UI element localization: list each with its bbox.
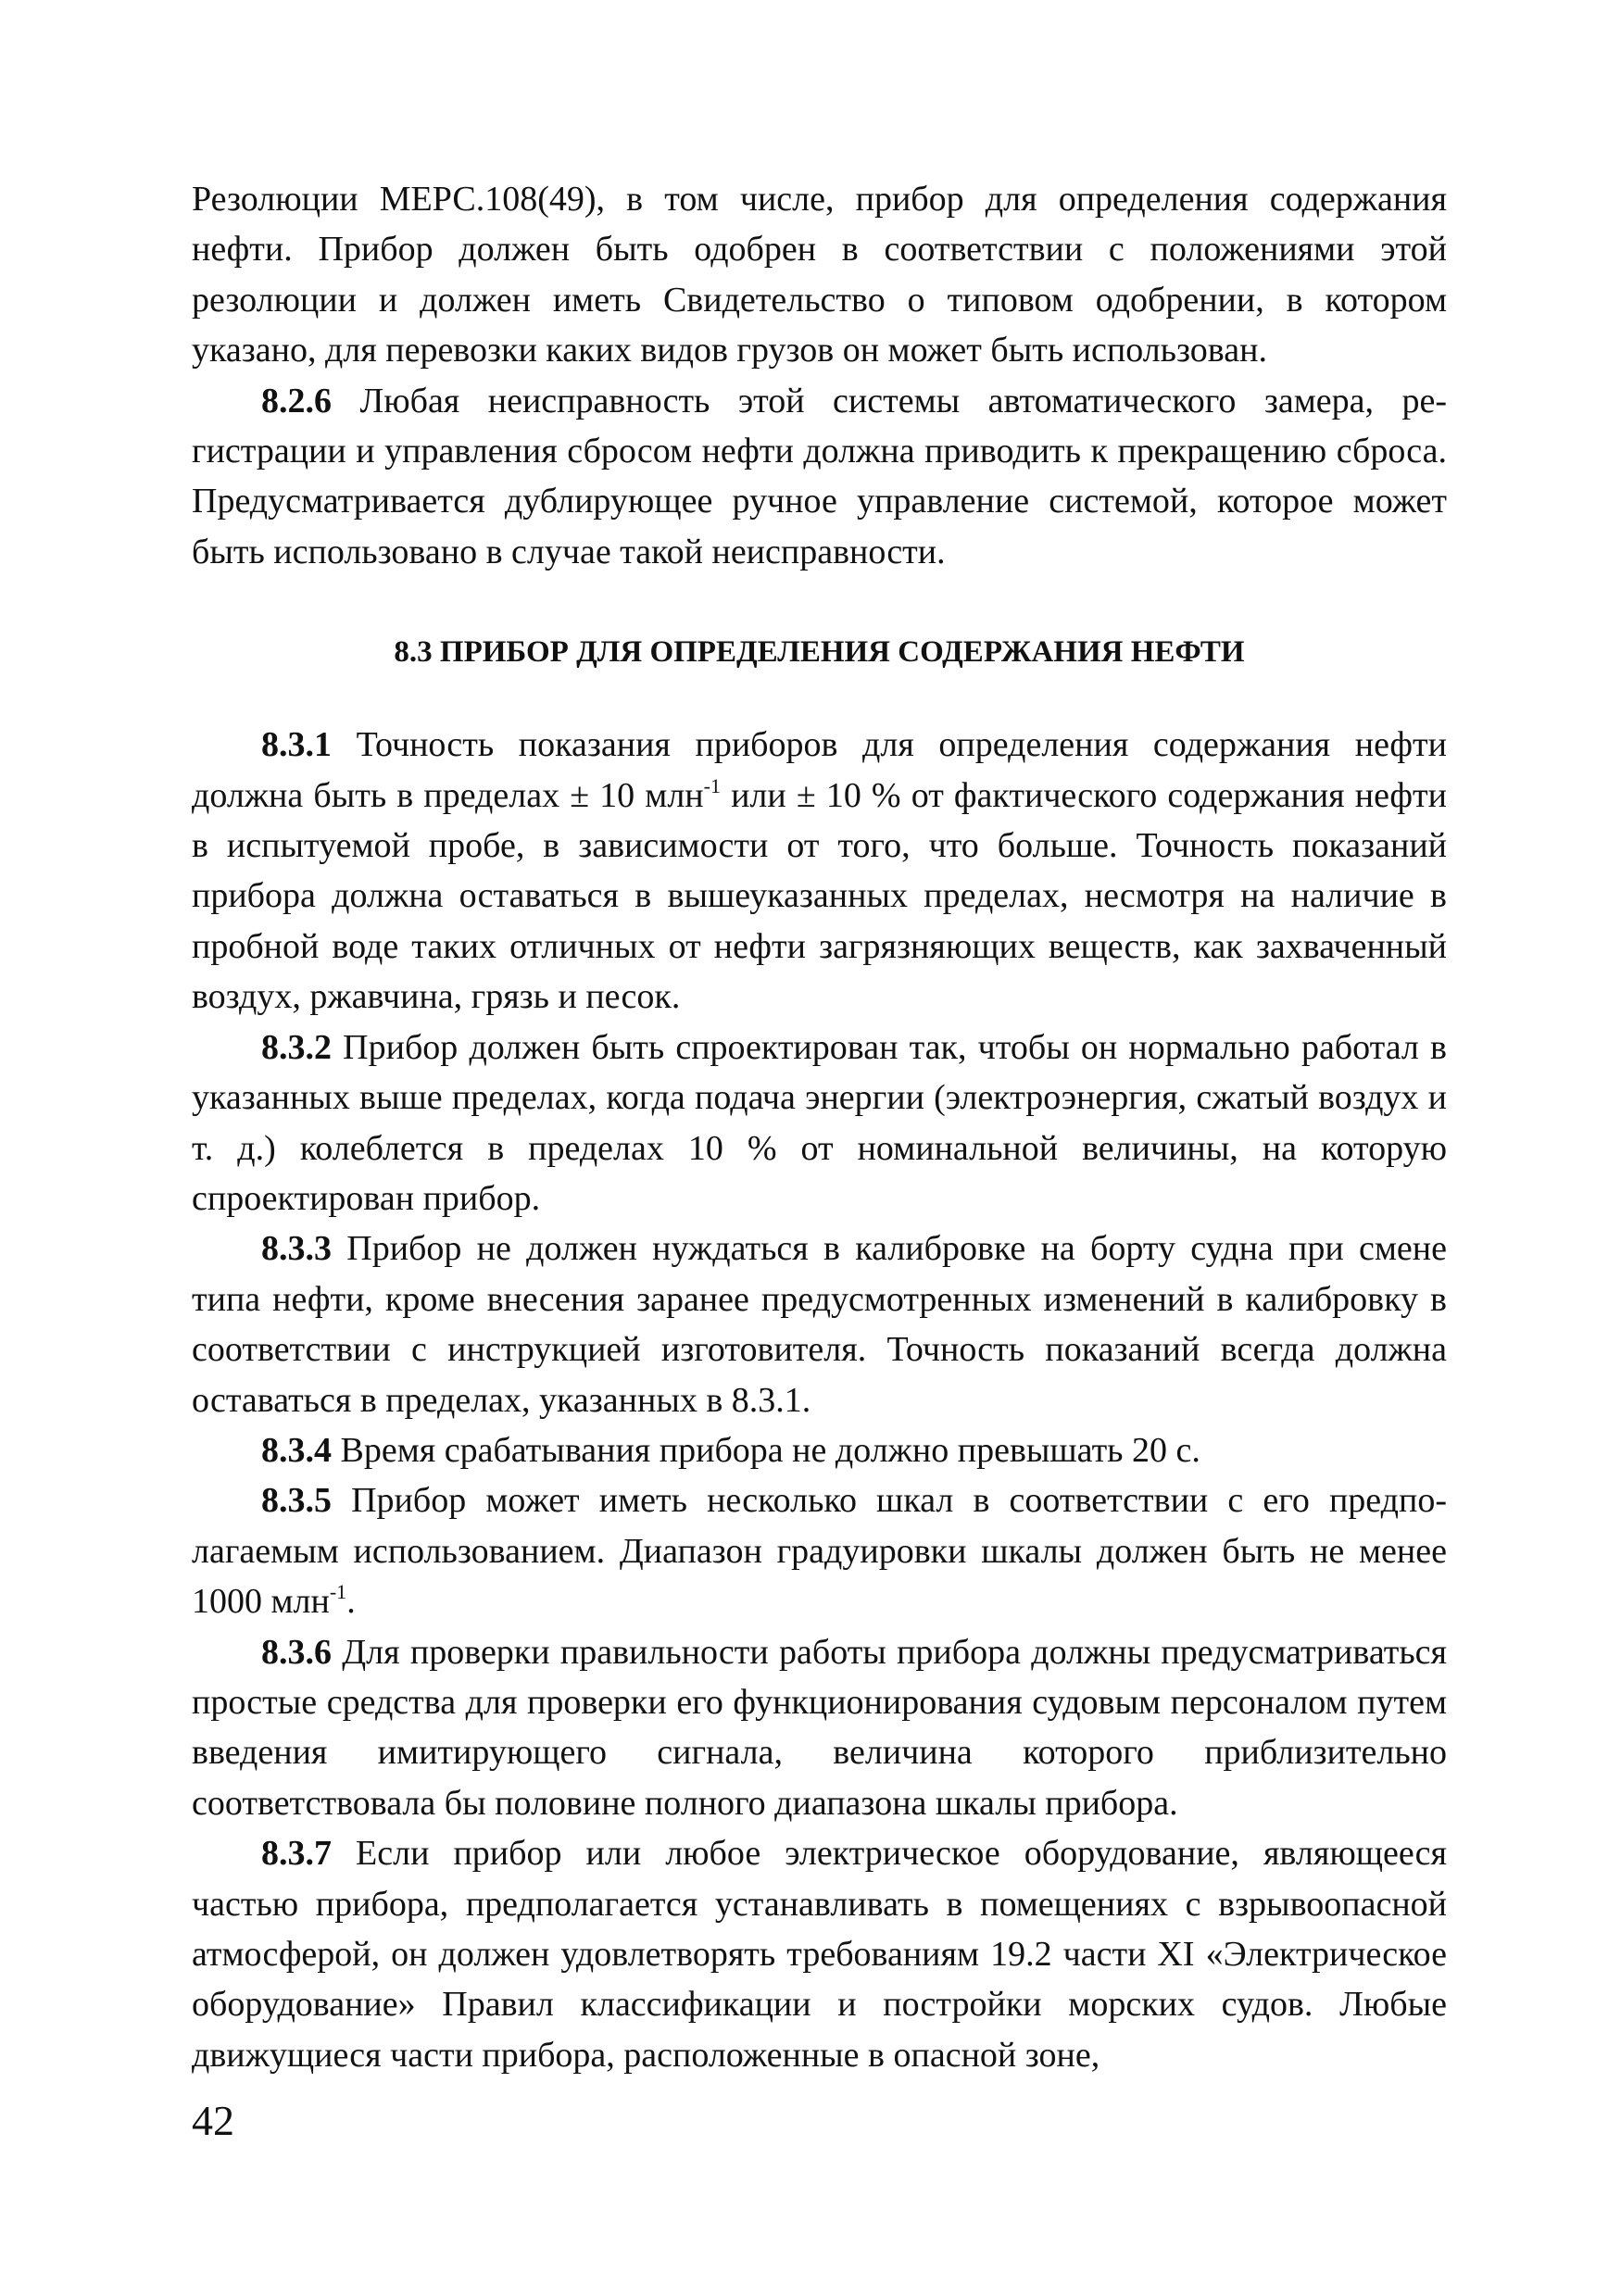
clause-number: 8.3.3 bbox=[261, 1229, 332, 1269]
paragraph-8-3-6 bbox=[192, 1627, 1447, 1829]
clause-text: Любая неисправность этой системы автоматического замера, регистрации и управления сбросом нефти должна приводить к прекращению сброса. Предусматривается дублирующее ручное управление системой, которое может быть использовано в случае такой неисправности. bbox=[192, 381, 1447, 571]
paragraph-8-3-2 bbox=[192, 1023, 1447, 1224]
clause-number: 8.2.6 bbox=[261, 381, 332, 420]
paragraph-8-3-7 bbox=[192, 1828, 1447, 2080]
clause-number: 8.3.5 bbox=[261, 1481, 332, 1521]
clause-text: или ± 10 % от фактического содержания нефти в испытуемой пробе, в зависимости от того, что больше. Точность показаний прибора должна оставаться в вышеуказанных пределах, несмотря на наличие в пробной воде таких отличных от нефти загрязняющих веществ, как захваченный воздух, ржавчина, грязь и песок. bbox=[192, 775, 1447, 1017]
clause-text: Прибор может иметь несколько шкал в соответствии с его предполагаемым использованием. Диапазон градуировки шкалы должен быть не менее 1000 млн bbox=[192, 1481, 1447, 1622]
superscript: -1 bbox=[703, 773, 721, 797]
page-body bbox=[192, 174, 1447, 2080]
clause-text: Для проверки правильности работы прибора должны предусматриваться простые средства для проверки его функционирования судовым персоналом путем введения имитирующего сигнала, величина которого приблизительно соответствовала бы половине полного диапазона шкалы прибора. bbox=[192, 1632, 1447, 1823]
page-number: 42 bbox=[192, 2097, 234, 2144]
paragraph-8-2-6 bbox=[192, 376, 1447, 578]
clause-number: 8.3.7 bbox=[261, 1834, 332, 1874]
clause-number: 8.3.1 bbox=[261, 725, 332, 765]
clause-text: . bbox=[346, 1582, 356, 1622]
clause-text: Время срабатывания прибора не должно превышать 20 с. bbox=[332, 1430, 1200, 1470]
paragraph-8-3-5 bbox=[192, 1475, 1447, 1626]
paragraph-8-3-3 bbox=[192, 1223, 1447, 1425]
paragraph-8-3-4 bbox=[192, 1425, 1447, 1475]
clause-text: Прибор не должен нуждаться в калибровке на борту судна при смене типа нефти, кроме внесения заранее предусмотренных изменений в калибровку в соответствии с инструкцией изготовителя. Точность показаний всегда должна оставаться в пределах, указанных в 8.3.1. bbox=[192, 1229, 1447, 1420]
clause-text: Если прибор или любое электрическое оборудование, являющееся частью прибора, предполагается устанавливать в помещениях с взрывоопасной атмосферой, он должен удовлетворять требованиям 19.2 части XI «Электрическое оборудование» Правил классификации и постройки морских судов. Любые движущиеся части прибора, расположенные в опасной зоне, bbox=[192, 1834, 1447, 2075]
superscript: -1 bbox=[329, 1580, 347, 1604]
section-heading: 8.3 ПРИБОР ДЛЯ ОПРЕДЕЛЕНИЯ СОДЕРЖАНИЯ НЕФТИ bbox=[394, 635, 1245, 670]
clause-text: Прибор должен быть спроектирован так, чтобы он нормально работал в указанных выше пределах, когда подача энергии (электроэнергия, сжатый воздух и т. д.) колеблется в пределах 10 % от номинальной величины, на которую спроектирован прибор. bbox=[192, 1027, 1447, 1218]
paragraph-8-3-1 bbox=[192, 720, 1447, 1022]
clause-text: Точность показания приборов для определения содержания нефти должна быть в пределах ± 10 млн bbox=[192, 725, 1447, 815]
clause-number: 8.3.6 bbox=[261, 1632, 332, 1672]
paragraph-continuation: Резолюции МЕРС.108(49), в том числе, прибор для определения содержания нефти. Прибор должен быть одобрен в соответствии с положениями этой резолюции и должен иметь Свидетельство о типовом одобрении, в котором указано, для перевозки каких видов грузов он может быть использован. bbox=[192, 180, 1447, 370]
clause-number: 8.3.4 bbox=[261, 1430, 332, 1470]
clause-number: 8.3.2 bbox=[261, 1027, 332, 1067]
